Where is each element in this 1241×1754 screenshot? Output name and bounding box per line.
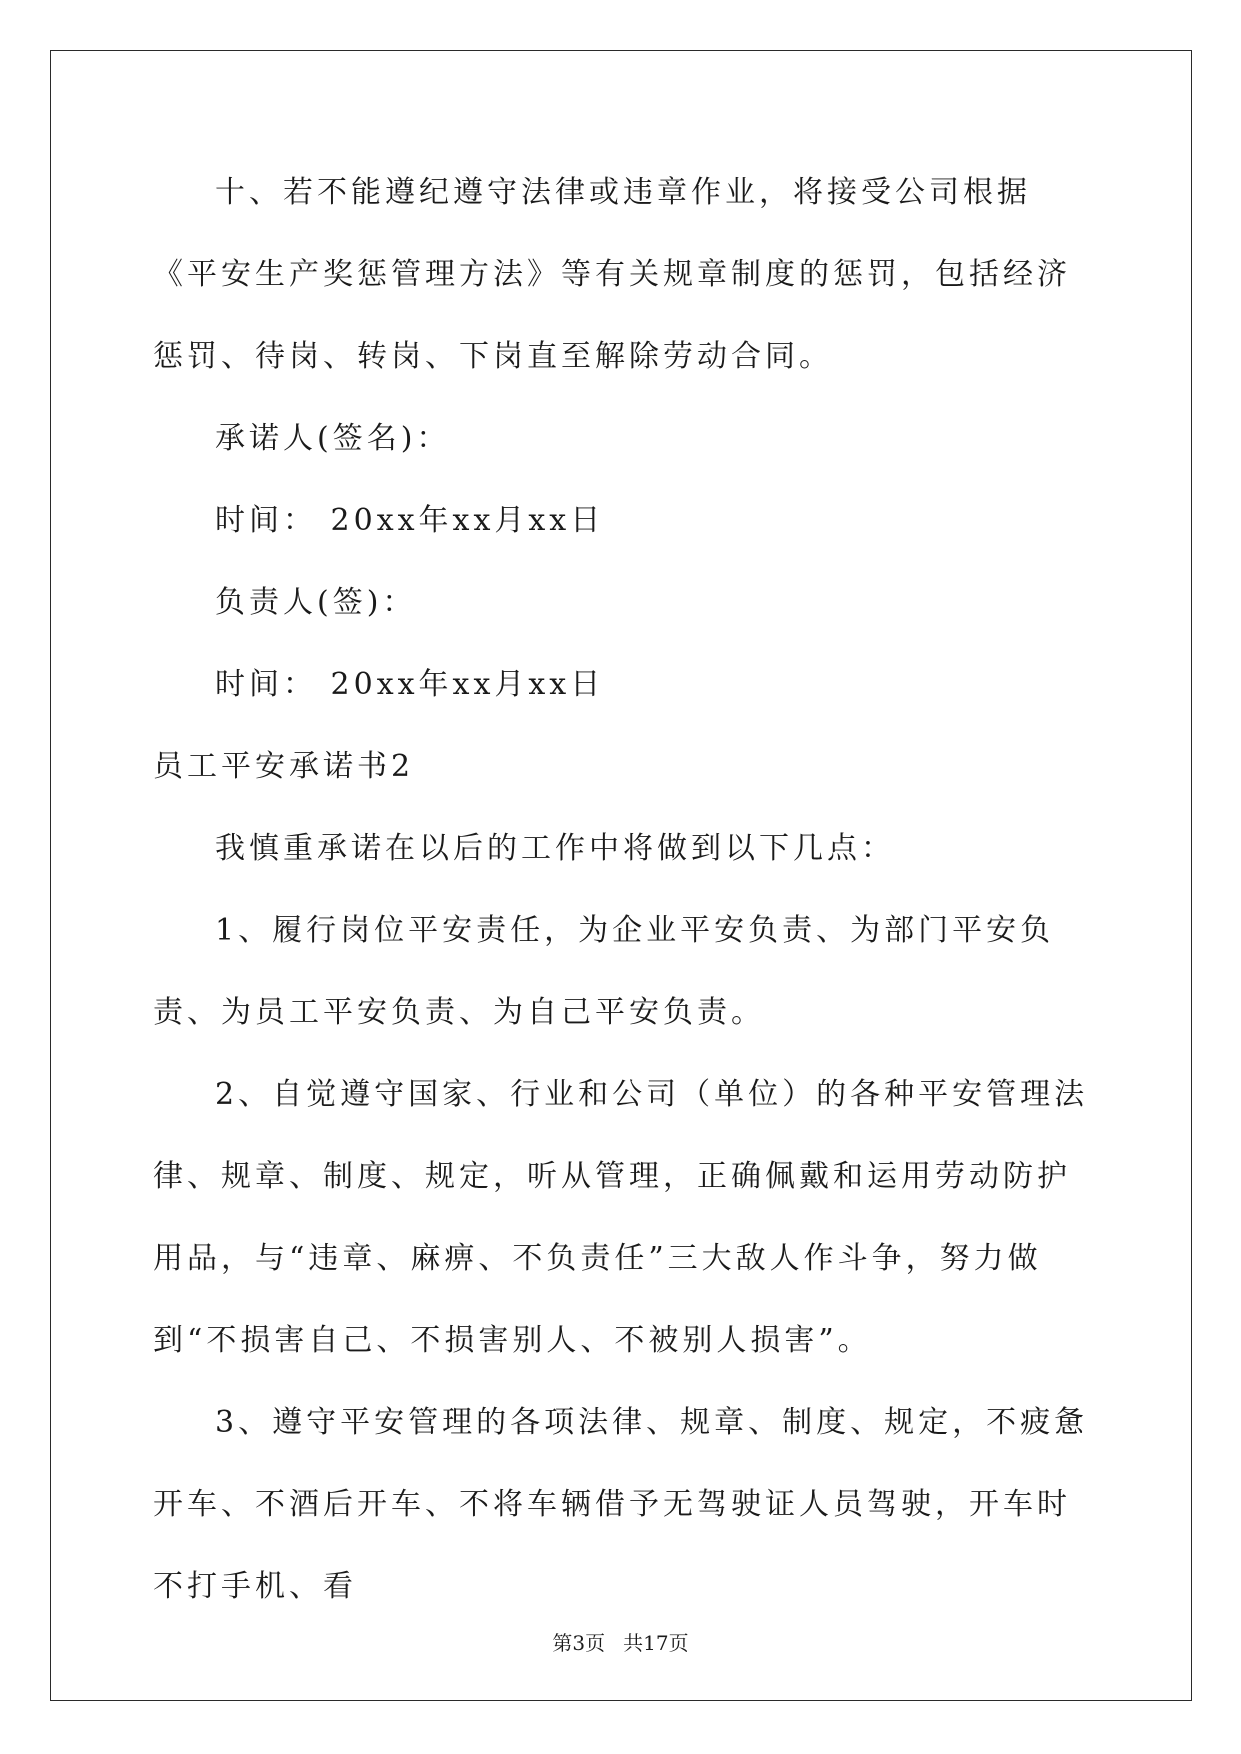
paragraph-date-2: 时间： 20xx年xx月xx日 — [215, 667, 605, 702]
paragraph-responsible-signature: 负责人(签)： — [215, 585, 417, 620]
page-footer — [0, 1631, 1241, 1655]
paragraph-intro: 我慎重承诺在以后的工作中将做到以下几点： — [215, 831, 895, 866]
document-body — [153, 152, 1093, 1628]
paragraph-date-1: 时间： 20xx年xx月xx日 — [215, 503, 605, 538]
paragraph-item-1: 1、履行岗位平安责任，为企业平安负责、为部门平安负责、为员工平安负责、为自己平安负责。 — [153, 913, 1055, 1030]
page-number: 第3页 — [552, 1631, 606, 1655]
paragraph-promisor-signature: 承诺人(签名)： — [215, 421, 451, 456]
paragraph-clause-10: 十、若不能遵纪遵守法律或违章作业，将接受公司根据《平安生产奖惩管理方法》等有关规章制度的惩罚，包括经济惩罚、待岗、转岗、下岗直至解除劳动合同。 — [153, 175, 1071, 374]
paragraph-item-2: 2、自觉遵守国家、行业和公司（单位）的各种平安管理法律、规章、制度、规定，听从管理，正确佩戴和运用劳动防护用品，与“违章、麻痹、不负责任”三大敌人作斗争，努力做到“不损害自己、不损害别人、不被别人损害”。 — [153, 1077, 1089, 1358]
page-total: 共17页 — [623, 1631, 689, 1655]
paragraph-item-3: 3、遵守平安管理的各项法律、规章、制度、规定，不疲惫开车、不酒后开车、不将车辆借予无驾驶证人员驾驶，开车时不打手机、看 — [153, 1405, 1089, 1604]
section-title: 员工平安承诺书2 — [153, 749, 415, 784]
